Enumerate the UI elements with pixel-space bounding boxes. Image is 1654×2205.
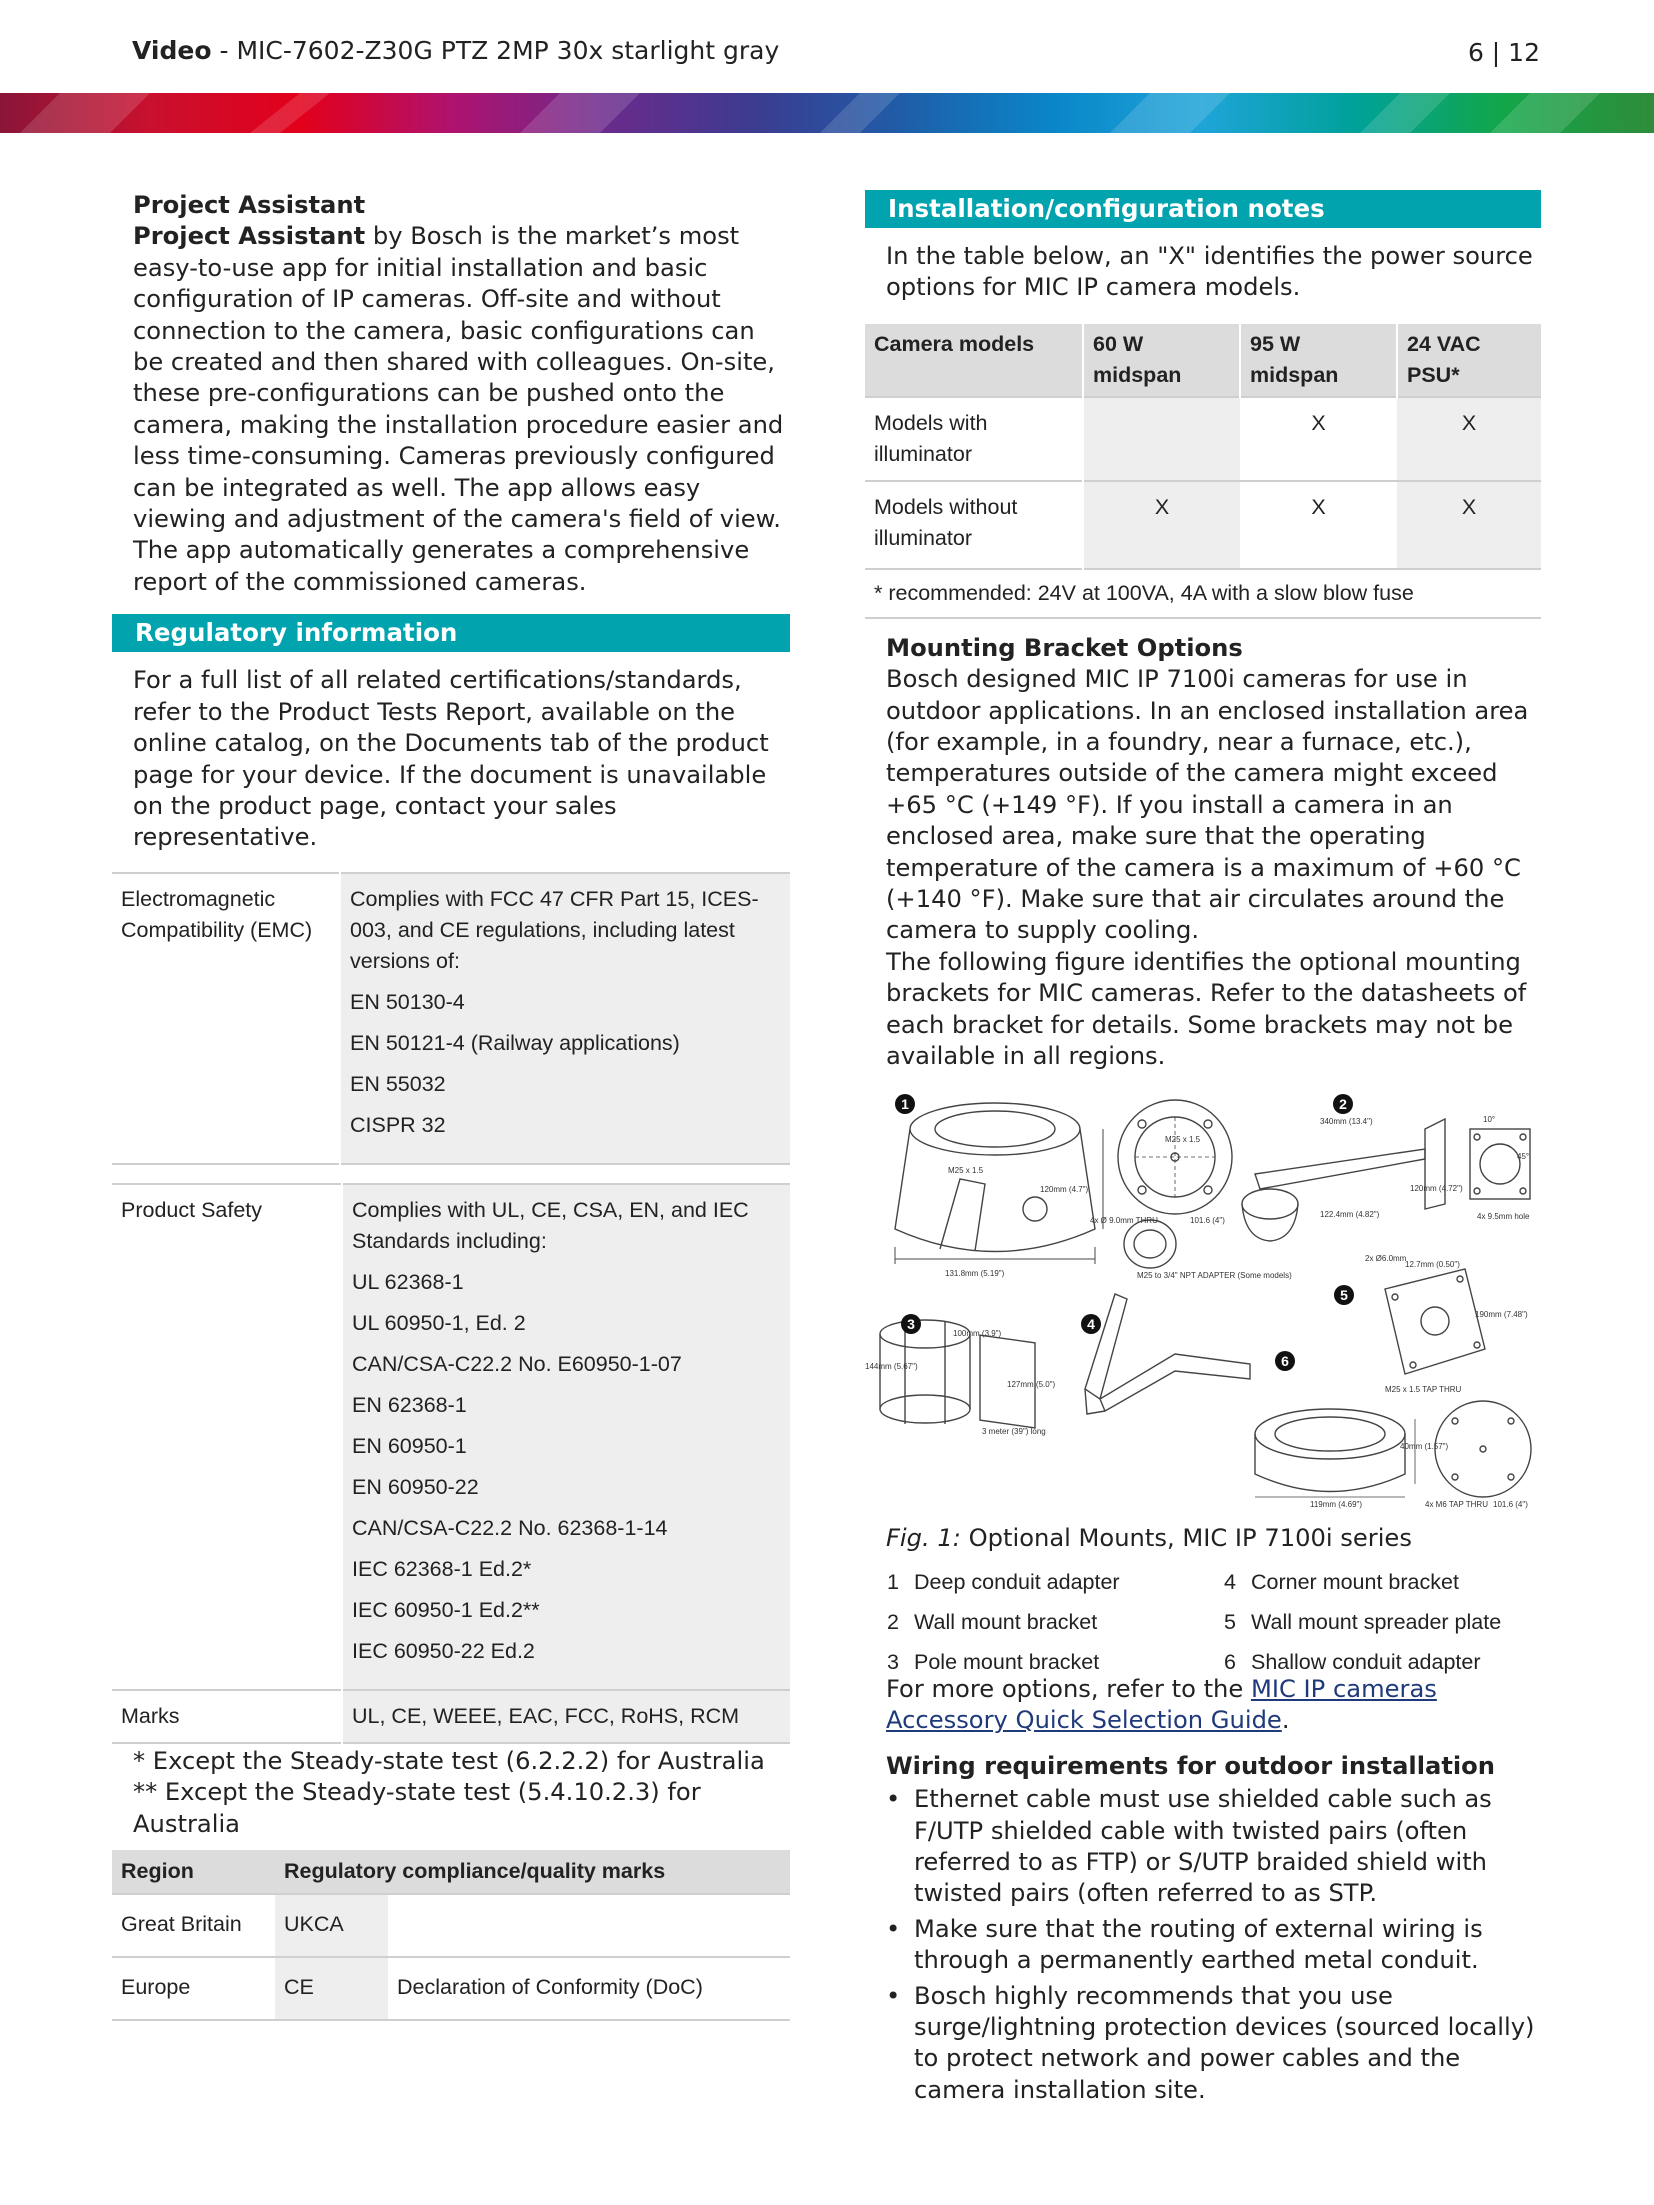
legend-number: 5: [1224, 1609, 1236, 1634]
region-cell: Great Britain: [121, 1911, 242, 1936]
label-d340: 340mm (13.4"): [1320, 1116, 1373, 1126]
figure-caption: [886, 1523, 1535, 1554]
power-header-model: Camera models: [865, 324, 1083, 397]
safety-lead: Complies with UL, CE, CSA, EN, and IEC Standards including:: [352, 1197, 749, 1253]
legend-text: Wall mount spreader plate: [1251, 1609, 1502, 1634]
label-s190: 190mm (7.48"): [1475, 1309, 1528, 1319]
label-p127: 127mm (5.0"): [1007, 1379, 1056, 1389]
label-p144: 144mm (5.67"): [865, 1361, 918, 1371]
table-row: [112, 1894, 790, 1957]
safety-standard-item: EN 60950-22: [352, 1474, 479, 1499]
install-section-title: Installation/configuration notes: [865, 190, 1541, 228]
label-holes2: 4x 9.5mm hole: [1477, 1211, 1530, 1221]
figure-legend: [887, 1562, 1527, 1682]
right-column: [865, 190, 1541, 2110]
label-npt: M25 to 3/4" NPT ADAPTER (Some models): [1137, 1270, 1292, 1280]
more-options-suffix: .: [1281, 1706, 1290, 1735]
legend-number: 4: [1224, 1569, 1236, 1594]
emc-standard-item: EN 55032: [350, 1071, 446, 1096]
accessory-guide-link[interactable]: MIC IP cameras Accessory Quick Selection Guide: [886, 1674, 1437, 1735]
model-cell: Models with illuminator: [874, 410, 988, 466]
page-number: 6 | 12: [1467, 38, 1540, 67]
legend-text: Wall mount bracket: [914, 1609, 1098, 1634]
safety-list: [352, 1267, 781, 1667]
legend-number: 3: [887, 1649, 899, 1674]
marks-value: UL, CE, WEEE, EAC, FCC, RoHS, RCM: [342, 1690, 790, 1743]
safety-table: [112, 1183, 790, 1744]
label-straps: 3 meter (39") long: [982, 1426, 1046, 1436]
legend-number: 1: [887, 1569, 899, 1594]
safety-standard-item: UL 60950-1, Ed. 2: [352, 1310, 526, 1335]
emc-lead: Complies with FCC 47 CFR Part 15, ICES-003, and CE regulations, including latest versions of:: [350, 886, 759, 973]
power-header-95w: 95 W midspan: [1240, 324, 1397, 397]
doc-cell: [388, 1894, 790, 1957]
safety-standard-item: IEC 62368-1 Ed.2*: [352, 1556, 532, 1581]
mark-cell: CE: [275, 1957, 388, 2020]
shallow-conduit-adapter-drawing: [1255, 1401, 1531, 1497]
label-c119: 119mm (4.69"): [1310, 1499, 1363, 1509]
safety-standard-item: UL 62368-1: [352, 1269, 464, 1294]
color-band-graphic: [0, 93, 1654, 133]
label-p100: 100mm (3.9"): [953, 1328, 1002, 1338]
label-d122: 122.4mm (4.82"): [1320, 1209, 1380, 1219]
wiring-list: [886, 1784, 1535, 2106]
badge-3: 3: [907, 1315, 915, 1332]
regulatory-section-title: Regulatory information: [112, 614, 790, 652]
label-c101: 101.6 (4"): [1493, 1499, 1528, 1509]
safety-standard-item: CAN/CSA-C22.2 No. E60950-1-07: [352, 1351, 682, 1376]
model-cell: Models without illuminator: [874, 494, 1018, 550]
badge-2: 2: [1339, 1095, 1347, 1112]
cell-24vac: X: [1397, 397, 1541, 481]
label-h120: 120mm (4.7"): [1040, 1184, 1089, 1194]
project-assistant-lead: Project Assistant: [133, 222, 366, 251]
list-item: • Ethernet cable must use shielded cable such as F/UTP shielded cable with twisted pairs (often referred to as FTP) or S/UTP braided shield with twisted pairs (often referred to as STP.: [886, 1784, 1535, 1910]
figure-caption-text: Optional Mounts, MIC IP 7100i series: [960, 1523, 1412, 1552]
legend-number: 2: [887, 1609, 899, 1634]
project-assistant-paragraph: [133, 221, 784, 598]
mounting-figure: [865, 1089, 1535, 1519]
emc-list: [350, 987, 781, 1141]
wall-mount-spreader-plate-drawing: [1385, 1269, 1485, 1374]
mark-cell: UKCA: [275, 1894, 388, 1957]
table-row: [112, 1957, 790, 2020]
label-ang45: 45°: [1517, 1151, 1530, 1161]
cell-60w: X: [1083, 481, 1240, 569]
emc-standard-item: CISPR 32: [350, 1112, 446, 1137]
legend-text: Pole mount bracket: [914, 1649, 1100, 1674]
header-product: MIC-7602-Z30G PTZ 2MP 30x starlight gray: [236, 36, 780, 65]
corner-mount-bracket-drawing: [1085, 1294, 1250, 1414]
table-row: [865, 481, 1541, 569]
header-category: Video: [132, 36, 212, 65]
label-s127: 12.7mm (0.50"): [1405, 1259, 1460, 1269]
mounting-paragraph-1: Bosch designed MIC IP 7100i cameras for use in outdoor applications. In an enclosed installation area (for example, in a foundry, near a furnace, etc.), temperatures outside of the camera might exceed +65 °C (+149 °F). If you install a camera in an enclosed area, make sure that the operating temperature of the camera is a maximum of +60 °C (+140 °F). Make sure that air circulates around the camera to supply cooling.: [886, 665, 1529, 945]
cell-95w: X: [1311, 410, 1326, 435]
power-header-24vac: 24 VAC PSU*: [1397, 324, 1541, 397]
project-assistant-heading: Project Assistant: [133, 191, 366, 219]
power-table-note: * recommended: 24V at 100VA, 4A with a slow blow fuse: [874, 580, 1414, 605]
emc-standard-item: EN 50121-4 (Railway applications): [350, 1030, 680, 1055]
legend-text: Shallow conduit adapter: [1251, 1649, 1481, 1674]
project-assistant-body: by Bosch is the market’s most easy-to-use app for initial installation and basic configuration of IP cameras. Off-site and without connection to the camera, basic configurations can be created and then shared with colleagues. On-site, these pre-configurations can be pushed onto the camera, making the installation procedure easier and less time-consuming. Cameras previously configured can be integrated as well. The app allows easy viewing and adjustment of the camera's field of view. The app automatically generates a comprehensive report of the commissioned cameras.: [133, 222, 784, 596]
marks-label: Marks: [112, 1690, 342, 1743]
region-cell: Europe: [121, 1974, 191, 1999]
label-m25b: M25 x 1.5: [1165, 1134, 1201, 1144]
wall-mount-bracket-drawing: [1242, 1116, 1530, 1241]
label-s26: 2x Ø6.0mm: [1365, 1253, 1407, 1263]
region-table: [112, 1850, 790, 2021]
footnote-1: * Except the Steady-state test (6.2.2.2) for Australia: [133, 1746, 765, 1775]
safety-standard-item: EN 60950-1: [352, 1433, 467, 1458]
badge-6: 6: [1281, 1352, 1289, 1369]
more-options-prefix: For more options, refer to the: [886, 1674, 1251, 1703]
power-table: [865, 324, 1541, 619]
safety-values: [342, 1184, 790, 1690]
figure-caption-label: Fig. 1:: [886, 1523, 961, 1552]
label-m25: M25 x 1.5: [948, 1165, 984, 1175]
cell-95w: X: [1311, 494, 1326, 519]
mounting-paragraph-2: The following figure identifies the optional mounting brackets for MIC cameras. Refer to the datasheets of each bracket for details. Some brackets may not be available in all regions.: [886, 947, 1527, 1071]
label-d120: 120mm (4.72"): [1410, 1183, 1463, 1193]
doc-cell: Declaration of Conformity (DoC): [397, 1974, 703, 1999]
cell-60w: [1083, 397, 1240, 481]
mounting-brackets-drawing: [865, 1089, 1535, 1519]
cell-24vac: X: [1397, 481, 1541, 569]
emc-standard-item: EN 50130-4: [350, 989, 465, 1014]
power-header-60w: 60 W midspan: [1083, 324, 1240, 397]
emc-table: [112, 872, 790, 1165]
region-header-marks: Regulatory compliance/quality marks: [275, 1850, 790, 1894]
badge-5: 5: [1340, 1286, 1348, 1303]
label-c25: M25 x 1.5 TAP THRU: [1385, 1384, 1462, 1394]
emc-label: Electromagnetic Compatibility (EMC): [112, 873, 340, 1164]
legend-text: Corner mount bracket: [1251, 1569, 1459, 1594]
install-intro: In the table below, an "X" identifies the power source options for MIC IP camera models.: [886, 242, 1533, 302]
label-w1318: 131.8mm (5.19"): [945, 1268, 1005, 1278]
legend-number: 6: [1224, 1649, 1236, 1674]
safety-standard-item: IEC 60950-22 Ed.2: [352, 1638, 535, 1663]
more-options-paragraph: [886, 1674, 1535, 1737]
label-c4x: 4x M6 TAP THRU: [1425, 1499, 1488, 1509]
regulatory-intro: For a full list of all related certifications/standards, refer to the Product Tests Report, available on the online catalog, on the Documents tab of the product page for your device. If the document is unavailable on the product page, contact your sales representative.: [133, 666, 769, 852]
safety-standard-item: EN 62368-1: [352, 1392, 467, 1417]
wiring-heading: Wiring requirements for outdoor installation: [886, 1751, 1496, 1780]
left-column: [112, 190, 790, 2021]
safety-standard-item: CAN/CSA-C22.2 No. 62368-1-14: [352, 1515, 668, 1540]
safety-standard-item: IEC 60950-1 Ed.2**: [352, 1597, 540, 1622]
list-item: • Make sure that the routing of external wiring is through a permanently earthed metal conduit.: [886, 1914, 1535, 1977]
badge-1: 1: [901, 1095, 909, 1112]
list-item: • Bosch highly recommends that you use surge/lightning protection devices (sourced locally) to protect network and power cables and the camera installation site.: [886, 1981, 1535, 2107]
badge-4: 4: [1087, 1315, 1095, 1332]
label-holes: 4x Ø 9.0mm THRU: [1090, 1215, 1158, 1225]
mounting-heading: Mounting Bracket Options: [886, 633, 1243, 662]
footnote-2: ** Except the Steady-state test (5.4.10.2.3) for Australia: [133, 1778, 701, 1838]
table-row: [865, 397, 1541, 481]
deep-conduit-adapter-drawing: [895, 1100, 1232, 1268]
emc-values: [340, 873, 790, 1164]
label-d1016: 101.6 (4"): [1190, 1215, 1225, 1225]
header-title: [132, 36, 779, 65]
region-header-region: Region: [112, 1850, 275, 1894]
label-ang10: 10°: [1483, 1114, 1496, 1124]
safety-label: Product Safety: [112, 1184, 342, 1690]
header-separator: -: [211, 36, 237, 65]
label-c40: 40mm (1.57"): [1400, 1441, 1449, 1451]
brand-color-band: [0, 93, 1654, 133]
legend-text: Deep conduit adapter: [914, 1569, 1120, 1594]
